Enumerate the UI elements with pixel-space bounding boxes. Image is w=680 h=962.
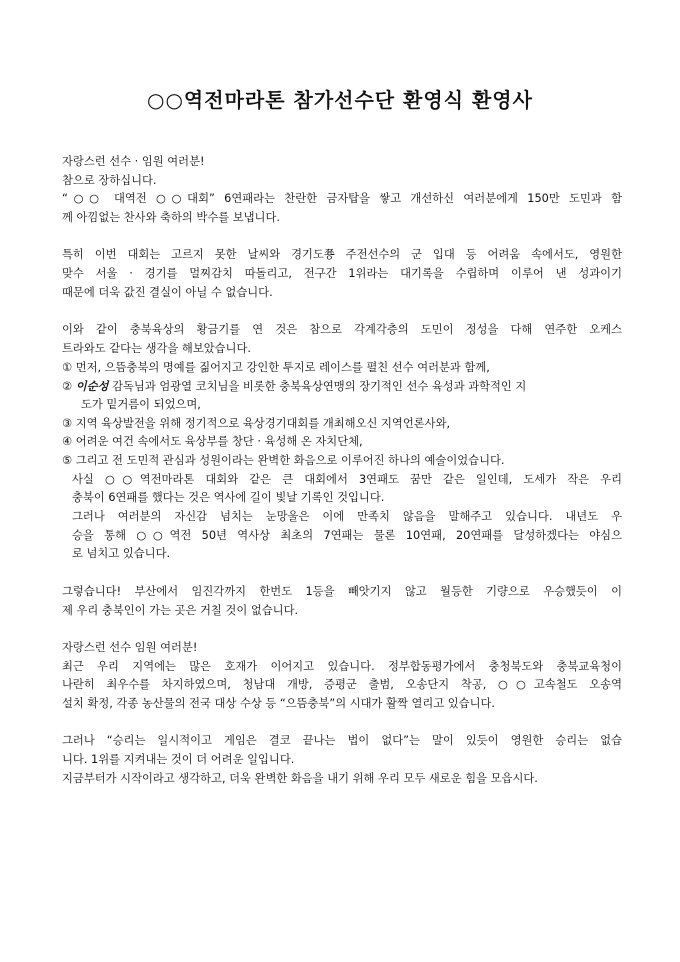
document-body xyxy=(62,153,622,788)
text-line: 참으로 장하십니다. xyxy=(62,173,157,187)
list-item-2 xyxy=(62,377,622,396)
text-line: 자랑스런 선수 · 임원 여러분! xyxy=(62,155,205,168)
text-line: 이와 같이 충북육상의 황금기를 연 것은 참으로 각계각층의 도민이 정성을 다해 연주한 오케스 xyxy=(62,323,622,337)
text-line: 그렇습니다! 부산에서 임진각까지 한번도 1등을 빼앗기지 않고 월등한 기량으로 우승했듯이 이 xyxy=(62,584,622,598)
text-line: 트라와도 같다는 생각을 해보았습니다. xyxy=(62,341,251,355)
text-line: “○○ 대역전 ○○대회” 6연패라는 찬란한 금자탑을 쌓고 개선하신 여러분에게 150만 도민과 함 xyxy=(62,192,622,206)
text-line: 제 우리 충북인이 가는 곳은 거칠 것이 없습니다. xyxy=(62,603,299,617)
text-line: 특히 이번 대회는 고르지 못한 날씨와 경기도쭁 주전선수의 군 입대 등 어려움 속에서도, 영원한 xyxy=(62,248,622,262)
list-item-continuation: 도가 밑거름이 되었으며, xyxy=(81,397,201,411)
text-line: 맞수 서울 · 경기를 멀찌감치 따돌리고, 전구간 1위라는 대기록을 수립하며 이루어 낸 성과이기 xyxy=(62,267,622,281)
text-line: 지금부터가 시작이라고 생각하고, 더욱 완벽한 화음을 내기 위해 우리 모두 새로운 힘을 모읍시다. xyxy=(62,771,538,785)
text-line: 나란히 최우수를 차지하였으며, 청남대 개방, 증평군 출범, 오송단지 착공, ○○고속철도 오송역 xyxy=(62,678,622,692)
text-line: 그러나 여러분의 자신감 넘치는 눈망울은 이에 만족치 않음을 말해주고 있습니다. 내년도 우 xyxy=(72,510,622,524)
text-line: 최근 우리 지역에는 많은 호재가 이어지고 있습니다. 정부합동평가에서 충청북도와 충북교육청이 xyxy=(62,659,622,673)
document-title: ○○역전마라톤 참가선수단 환영식 환영사 xyxy=(147,88,533,112)
text-line: 니다. 1위를 지켜내는 것이 더 어려운 일입니다. xyxy=(62,753,295,766)
list-item-3: ③ 지역 육상발전을 위해 정기적으로 육상경기대회를 개최해오신 지역언론사와, xyxy=(62,416,451,430)
text-line: 사실 ○○역전마라톤 대회와 같은 큰 대회에서 3연패도 꿈만 같은 일인데, 도세가 작은 우리 xyxy=(72,472,622,486)
text-line: 그러나 “승리는 일시적이고 게임은 결코 끝나는 법이 없다”는 말이 있듯이 영원한 승리는 없습 xyxy=(62,734,622,748)
text-line: 충북이 6연패를 했다는 것은 역사에 길이 빛날 기록인 것입니다. xyxy=(72,491,385,505)
list-marker: ② xyxy=(62,380,73,394)
text-line: 자랑스런 선수 임원 여러분! xyxy=(62,640,198,654)
list-item-4: ④ 어려운 여건 속에서도 육상부를 창단 · 육성해 온 자치단체, xyxy=(62,435,363,449)
text-line: 로 넘치고 있습니다. xyxy=(72,547,171,561)
list-item-5: ⑤ 그리고 전 도민적 관심과 성원이라는 완벽한 화음으로 이루어진 하나의 예술이었습니다. xyxy=(62,454,505,467)
text-line: 설치 확정, 각종 농산물의 전국 대상 수상 등 “으뜸충북”의 시대가 활짝 열리고 있습니다. xyxy=(62,696,496,710)
text-line: 께 아낌없는 찬사와 축하의 박수를 보냅니다. xyxy=(62,211,280,225)
text-line: 때문에 더욱 값진 결실이 아닐 수 없습니다. xyxy=(62,285,273,299)
text-line: 승을 통해 ○○역전 50년 역사상 최초의 7연패는 물론 10연패, 20연패를 달성하겠다는 야심으 xyxy=(72,528,622,542)
list-item-text: 감독님과 엄광열 코치님을 비롯한 충북육상연맹의 장기적인 선수 육성과 과학적인 지 xyxy=(112,380,527,394)
handwritten-name: 이순성 xyxy=(75,379,109,394)
list-item-1: ① 먼저, 으뜸충북의 명예를 짊어지고 강인한 투지로 레이스를 펼친 선수 여러분과 함께, xyxy=(62,360,490,374)
